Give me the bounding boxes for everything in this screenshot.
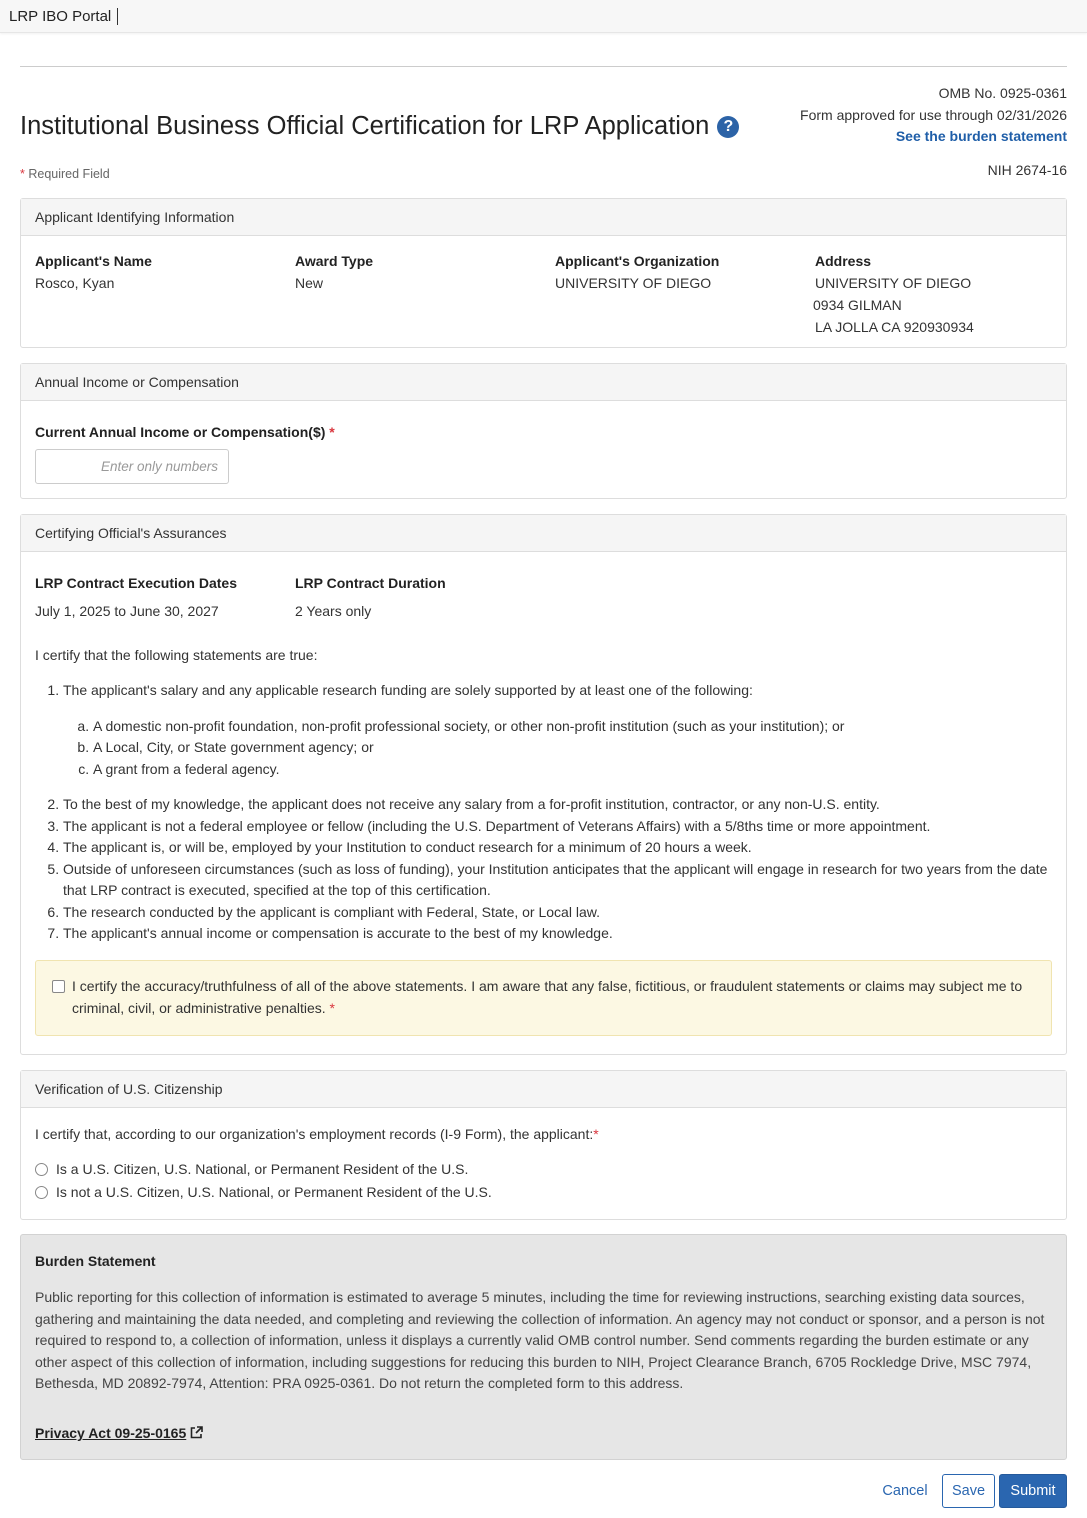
certify-intro: I certify that the following statements are true: [35,647,318,663]
award-type-label: Award Type [295,253,374,269]
address-label: Address [815,253,872,269]
list-item: 2. To the best of my knowledge, the applicant does not receive any salary from a for-profit institution, contractor, or any non-U.S. entity. [63,794,1055,816]
address-line-2: 0934 GILMAN [813,297,902,313]
list-item [63,680,1055,780]
contract-duration-value: 2 Years only [295,603,372,619]
form-number: NIH 2674-16 [987,162,1067,178]
statements-list-wrap [35,680,1055,945]
external-link-icon[interactable] [190,1426,203,1439]
assurances-panel [20,514,1067,1055]
income-input[interactable] [35,449,229,484]
list-item: 3. The applicant is not a federal employee or fellow (including the U.S. Department of Veterans Affairs) with a 5/8ths time or more appointment. [63,816,1055,838]
page-title [20,112,739,141]
organization-label: Applicant's Organization [555,253,720,269]
panel-heading: Verification of U.S. Citizenship [21,1071,1066,1108]
sub-statements-list [63,716,1055,781]
execution-dates-label: LRP Contract Execution Dates [35,575,238,591]
income-field-label [35,424,335,440]
list-item: 6. The research conducted by the applicant is compliant with Federal, State, or Local law. [63,902,1055,924]
top-bar [0,0,1087,33]
required-note-text: Required Field [28,167,110,181]
omb-info [800,83,1067,148]
address-line-3: LA JOLLA CA 920930934 [815,319,974,335]
panel-heading: Certifying Official's Assurances [21,515,1066,552]
list-item: b. A Local, City, or State government agency; or [93,737,1055,759]
form-approval: Form approved for use through 02/31/2026 [800,106,1067,123]
award-type-value: New [295,275,324,291]
list-item: 4. The applicant is, or will be, employed by your Institution to conduct research for a minimum of 20 hours a week. [63,837,1055,859]
list-item: c. A grant from a federal agency. [93,759,1055,781]
list-item: 5. Outside of unforeseen circumstances (such as loss of funding), your Institution anticipates that the applicant will engage in research for two years from the date that LRP contract is executed, specified at the top of this certification. [63,859,1055,902]
save-button[interactable]: Save [942,1474,995,1508]
cancel-button[interactable]: Cancel [882,1483,928,1499]
execution-dates-value: July 1, 2025 to June 30, 2027 [35,603,219,619]
burden-text: Public reporting for this collection of information is estimated to average 5 minutes, including the time for reviewing instructions, searching existing data sources, gathering and maintaining the data needed, and completing and reviewing the collection of information. An agency may not conduct or sponsor, and a person is not required to respond to, a collection of information, unless it displays a currently valid OMB control number. Send comments regarding the burden estimate or any other aspect of this collection of information, including suggestions for reducing this burden to NIH, Project Clearance Branch, 6705 Rockledge Drive, MSC 7974, Bethesda, MD 20892-7974, Attention: PRA 0925-0361. Do not return the completed form to this address. [35,1289,1045,1391]
non-citizen-option[interactable] [35,1184,492,1200]
organization-value: UNIVERSITY OF DIEGO [555,275,712,291]
income-panel [20,363,1067,499]
omb-number: OMB No. 0925-0361 [938,85,1067,101]
burden-statement-panel [20,1234,1067,1460]
required-asterisk: * [329,999,335,1016]
required-field-note [20,167,110,181]
required-asterisk: * [593,1126,599,1142]
citizenship-question [35,1126,599,1142]
privacy-act-link[interactable]: Privacy Act 09-25-0165 [35,1425,187,1441]
citizenship-panel [20,1070,1067,1220]
list-item: 7. The applicant's annual income or compensation is accurate to the best of my knowledge. [63,923,1055,945]
header-divider [20,66,1067,67]
burden-title: Burden Statement [35,1253,156,1269]
citizen-radio[interactable] [35,1163,48,1176]
contract-duration-label: LRP Contract Duration [295,575,446,591]
panel-heading: Applicant Identifying Information [21,199,1066,236]
non-citizen-option-label[interactable]: Is not a U.S. Citizen, U.S. National, or Permanent Resident of the U.S. [56,1184,492,1200]
burden-statement-link[interactable]: See the burden statement [895,128,1067,144]
applicant-info-panel [20,198,1067,348]
citizen-option[interactable] [35,1161,468,1177]
certify-alert [35,960,1052,1036]
applicant-name-value: Rosco, Kyan [35,275,115,291]
address-line-1: UNIVERSITY OF DIEGO [815,275,972,291]
statement-1: The applicant's salary and any applicable research funding are solely supported by at least one of the following: [63,682,753,698]
non-citizen-radio[interactable] [35,1186,48,1199]
submit-button[interactable]: Submit [999,1474,1067,1508]
statements-list [35,680,1055,945]
applicant-name-label: Applicant's Name [35,253,152,269]
required-asterisk: * [329,424,335,440]
list-item: a. A domestic non-profit foundation, non-profit professional society, or other non-profit institution (such as your institution); or [93,716,1055,738]
page-title-text: Institutional Business Official Certification for LRP Application [20,112,710,140]
citizenship-question-text: I certify that, according to our organization's employment records (I-9 Form), the applicant: [35,1126,594,1142]
certify-checkbox[interactable] [52,980,65,993]
question-circle-icon[interactable]: ? [717,116,739,138]
privacy-act-row [35,1425,203,1441]
required-asterisk: * [20,167,25,181]
citizen-option-label[interactable]: Is a U.S. Citizen, U.S. National, or Permanent Resident of the U.S. [56,1161,469,1177]
certify-text: I certify the accuracy/truthfulness of all of the above statements. I am aware that any false, fictitious, or fraudulent statements or claims may subject me to criminal, civil, or administrative penalties. [72,978,1023,1016]
panel-heading: Annual Income or Compensation [21,364,1066,401]
income-label-text: Current Annual Income or Compensation($) [35,424,326,440]
portal-brand[interactable]: LRP IBO Portal [9,8,118,25]
